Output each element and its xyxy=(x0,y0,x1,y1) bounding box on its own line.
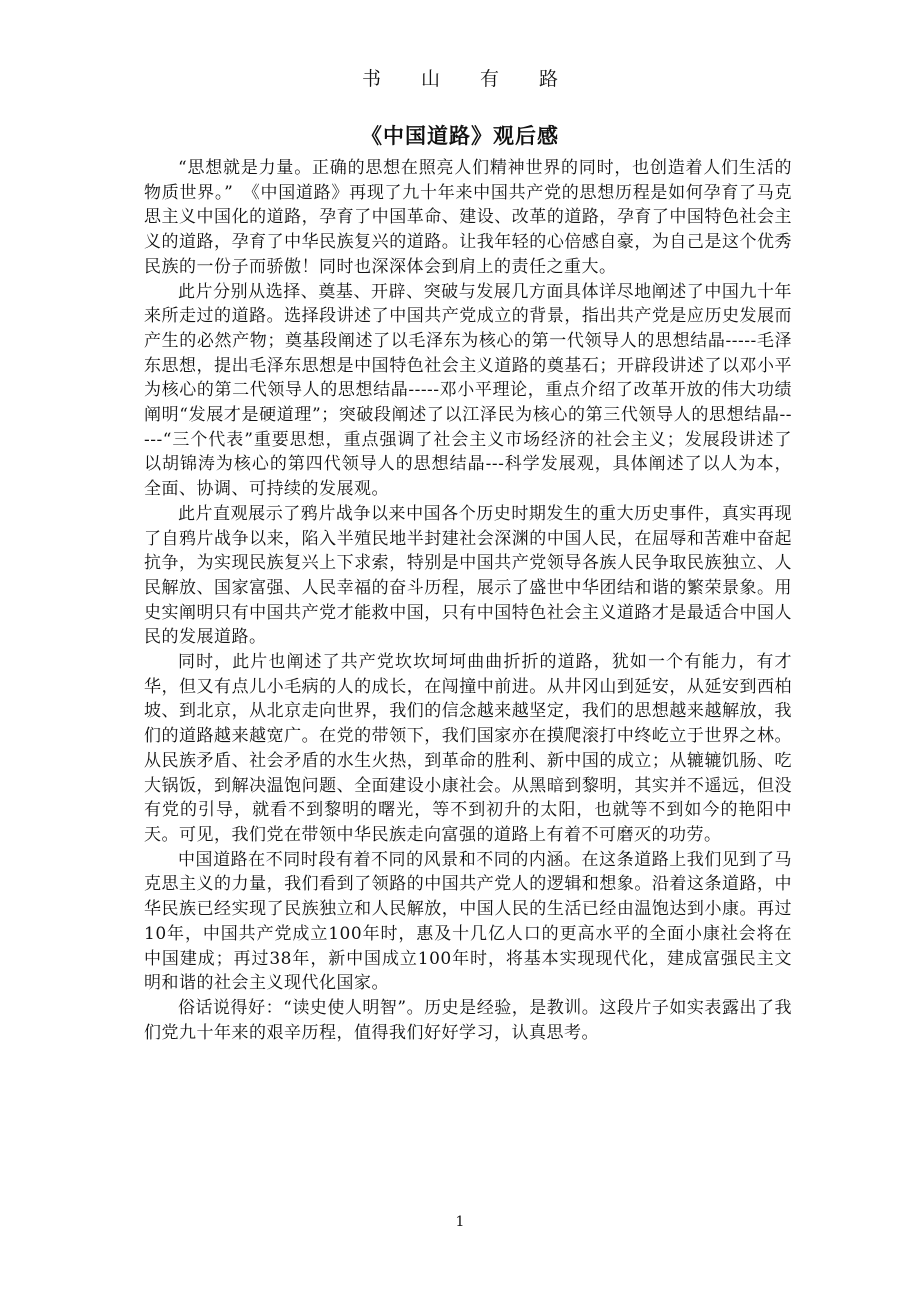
paragraph-6: 俗话说得好：“读史使人明智”。历史是经验，是教训。这段片子如实表露出了我们党九十年来的艰辛历程，值得我们好好学习，认真思考。 xyxy=(144,997,792,1043)
page-header: 书 山 有 路 xyxy=(361,68,576,90)
paragraph-2: 此片分别从选择、奠基、开辟、突破与发展几方面具体详尽地阐述了中国九十年来所走过的道路。选择段讲述了中国共产党成立的背景，指出共产党是应历史发展而产生的必然产物；奠基段阐述了以毛泽东为核心的第一代领导人的思想结晶-----毛泽东思想，提出毛泽东思想是中国特色社会主义道路的奠基石；开辟段讲述了以邓小平为核心的第二代领导人的思想结晶-----邓小平理论，重点介绍了改革开放的伟大功绩阐明“发展才是硬道理”；突破段阐述了以江泽民为核心的第三代领导人的思想结晶-----“三个代表”重要思想，重点强调了社会主义市场经济的社会主义；发展段讲述了以胡锦涛为核心的第四代领导人的思想结晶---科学发展观，具体阐述了以人为本，全面、协调、可持续的发展观。 xyxy=(144,281,792,500)
article-body xyxy=(144,156,792,1045)
paragraph-5: 中国道路在不同时段有着不同的风景和不同的内涵。在这条道路上我们见到了马克思主义的力量，我们看到了领路的中国共产党人的逻辑和想象。沿着这条道路，中华民族已经实现了民族独立和人民解放，中国人民的生活已经由温饱达到小康。再过10年，中国共产党成立100年时，惠及十几亿人口的更高水平的全面小康社会将在中国建成；再过38年，新中国成立100年时，将基本实现现代化，建成富强民主文明和谐的社会主义现代化国家。 xyxy=(144,849,792,994)
paragraph-3: 此片直观展示了鸦片战争以来中国各个历史时期发生的重大历史事件，真实再现了自鸦片战争以来，陷入半殖民地半封建社会深渊的中国人民，在屈辱和苦难中奋起抗争，为实现民族复兴上下求索，特别是中国共产党领导各族人民争取民族独立、人民解放、国家富强、人民幸福的奋斗历程，展示了盛世中华团结和谐的繁荣景象。用史实阐明只有中国共产党才能救中国，只有中国特色社会主义道路才是最适合中国人民的发展道路。 xyxy=(144,503,792,648)
document-title: 《中国道路》观后感 xyxy=(361,124,559,148)
paragraph-1: “思想就是力量。正确的思想在照亮人们精神世界的同时，也创造着人们生活的物质世界。” 《中国道路》再现了九十年来中国共产党的思想历程是如何孕育了马克思主义中国化的道路，孕育了中国革命、建设、改革的道路，孕育了中国特色社会主义的道路，孕育了中华民族复兴的道路。让我年轻的心倍感自豪，为自己是这个优秀民族的一份子而骄傲！同时也深深体会到肩上的责任之重大。 xyxy=(144,158,792,277)
paragraph-4: 同时，此片也阐述了共产党坎坎坷坷曲曲折折的道路，犹如一个有能力，有才华，但又有点儿小毛病的人的成长，在闯撞中前进。从井冈山到延安，从延安到西柏坡、到北京，从北京走向世界，我们的信念越来越坚定，我们的思想越来越解放，我们的道路越来越宽广。在党的带领下，我们国家亦在摸爬滚打中终屹立于世界之林。从民族矛盾、社会矛盾的水生火热，到革命的胜利、新中国的成立；从辘辘饥肠、吃大锅饭，到解决温饱问题、全面建设小康社会。从黑暗到黎明，其实并不遥远，但没有党的引导，就看不到黎明的曙光，等不到初升的太阳，也就等不到如今的艳阳中天。可见，我们党在带领中华民族走向富强的道路上有着不可磨灭的功劳。 xyxy=(144,652,792,845)
page-number: 1 xyxy=(455,1214,465,1230)
